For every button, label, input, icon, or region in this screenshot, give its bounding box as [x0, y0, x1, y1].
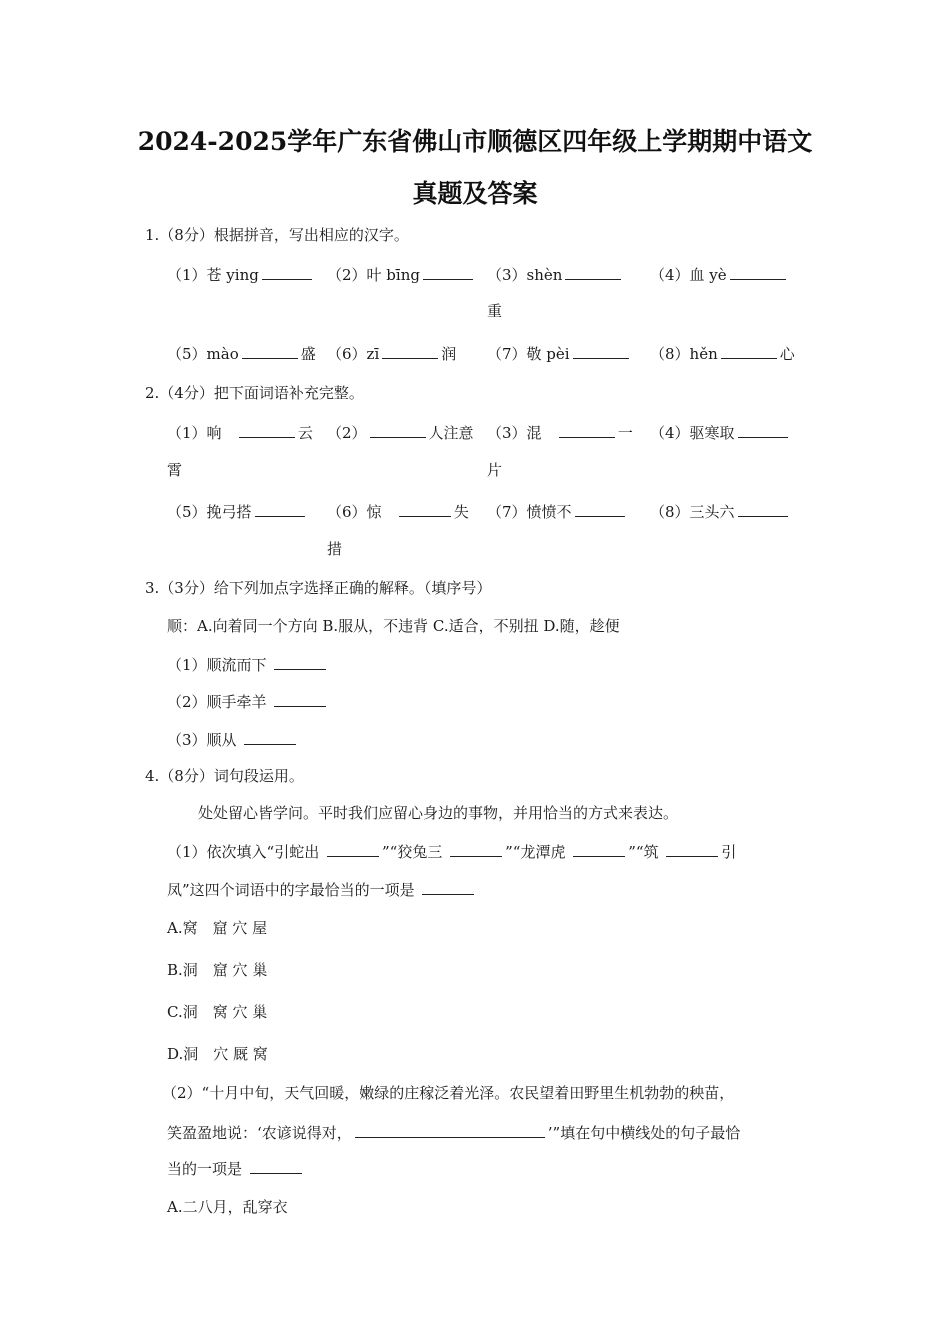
q2-item-6-wrap: 措 — [327, 540, 343, 558]
q1-item-5: （5）mào 盛 — [167, 345, 316, 363]
q4-part-1-line-2: 凤”这四个词语中的字最恰当的一项是 — [167, 879, 477, 900]
answer-blank[interactable] — [262, 264, 312, 280]
page-title-line-2: 真题及答案 — [412, 179, 538, 208]
q3-item-1: （1）顺流而下 — [167, 654, 329, 675]
answer-blank[interactable] — [666, 841, 718, 857]
q2-item-1-wrap: 霄 — [167, 461, 183, 479]
answer-blank[interactable] — [565, 264, 621, 280]
answer-blank[interactable] — [423, 264, 473, 280]
answer-blank[interactable] — [370, 422, 426, 438]
q1-item-6: （6）zī 润 — [327, 345, 457, 363]
q4-part-2-line-2: 笑盈盈地说：‘农谚说得对， ’”填在句中横线处的句子最恰 — [167, 1124, 741, 1142]
answer-blank[interactable] — [327, 841, 379, 857]
q4-option-b[interactable]: B.洞 窟 穴 巢 — [167, 961, 268, 979]
question-3-header: 3.（3分）给下列加点字选择正确的解释。（填序号） — [145, 579, 492, 597]
answer-blank[interactable] — [399, 501, 451, 517]
q1-item-3: （3）shèn — [487, 264, 624, 285]
answer-blank[interactable] — [559, 422, 615, 438]
answer-blank[interactable] — [274, 691, 326, 707]
answer-blank[interactable] — [450, 841, 502, 857]
q1-item-4: （4）血 yè — [650, 264, 789, 285]
q2-item-7: （7）愤愤不 — [487, 501, 628, 522]
answer-blank[interactable] — [730, 264, 786, 280]
q1-item-7: （7）敬 pèi — [487, 343, 632, 364]
q1-item-1: （1）苍 ying — [167, 264, 315, 285]
q4-part-1-line-1: （1）依次填入“引蛇出 ”“狡兔三 ”“龙潭虎 ”“筑 引 — [167, 843, 737, 861]
answer-blank[interactable] — [721, 343, 777, 359]
q4-option-a[interactable]: A.窝 窟 穴 屋 — [167, 919, 268, 937]
answer-blank[interactable] — [242, 343, 298, 359]
q3-item-2: （2）顺手牵羊 — [167, 691, 329, 712]
page-title-line-1: 2024-2025学年广东省佛山市顺德区四年级上学期期中语文 — [137, 127, 813, 156]
answer-blank[interactable] — [239, 422, 295, 438]
q2-item-6: （6）惊 失 — [327, 503, 469, 521]
q2-item-5: （5）挽弓搭 — [167, 501, 308, 522]
answer-blank[interactable] — [573, 841, 625, 857]
answer-blank[interactable] — [244, 729, 296, 745]
answer-blank[interactable] — [738, 422, 788, 438]
q4-part-2-option-a[interactable]: A.二八月，乱穿衣 — [167, 1198, 288, 1216]
q3-item-3: （3）顺从 — [167, 729, 299, 750]
q2-item-2: （2） 人注意 — [327, 424, 474, 442]
answer-blank[interactable] — [422, 879, 474, 895]
answer-blank[interactable] — [738, 501, 788, 517]
answer-blank[interactable] — [274, 654, 326, 670]
q2-item-4: （4）驱寒取 — [650, 422, 791, 443]
q4-part-2-line-3: 当的一项是 — [167, 1158, 305, 1179]
answer-blank[interactable] — [250, 1158, 302, 1174]
answer-blank[interactable] — [573, 343, 629, 359]
q2-item-8: （8）三头六 — [650, 501, 791, 522]
q3-definitions: 顺：A.向着同一个方向 B.服从，不违背 C.适合，不别扭 D.随，趁便 — [167, 617, 620, 635]
q4-part-2-line-1: （2）“十月中旬，天气回暖，嫩绿的庄稼泛着光泽。农民望着田野里生机勃勃的秧苗， — [162, 1084, 735, 1102]
q4-option-d[interactable]: D.洞 穴 厩 窝 — [167, 1045, 268, 1063]
q2-item-3: （3）混 一 — [487, 424, 633, 442]
answer-blank[interactable] — [255, 501, 305, 517]
answer-blank[interactable] — [382, 343, 438, 359]
answer-blank[interactable] — [355, 1122, 545, 1138]
q4-intro: 处处留心皆学问。平时我们应留心身边的事物，并用恰当的方式来表达。 — [198, 804, 679, 822]
q1-item-8: （8）hěn 心 — [650, 345, 795, 363]
answer-blank[interactable] — [575, 501, 625, 517]
question-4-header: 4.（8分）词句段运用。 — [145, 767, 304, 785]
q1-item-3-wrap: 重 — [487, 302, 503, 320]
q2-item-3-wrap: 片 — [487, 461, 503, 479]
q1-item-2: （2）叶 bīng — [327, 264, 476, 285]
question-2-header: 2.（4分）把下面词语补充完整。 — [145, 384, 364, 402]
question-1-header: 1.（8分）根据拼音，写出相应的汉字。 — [145, 226, 409, 244]
q4-option-c[interactable]: C.洞 窝 穴 巢 — [167, 1003, 268, 1021]
q2-item-1: （1）响 云 — [167, 424, 313, 442]
